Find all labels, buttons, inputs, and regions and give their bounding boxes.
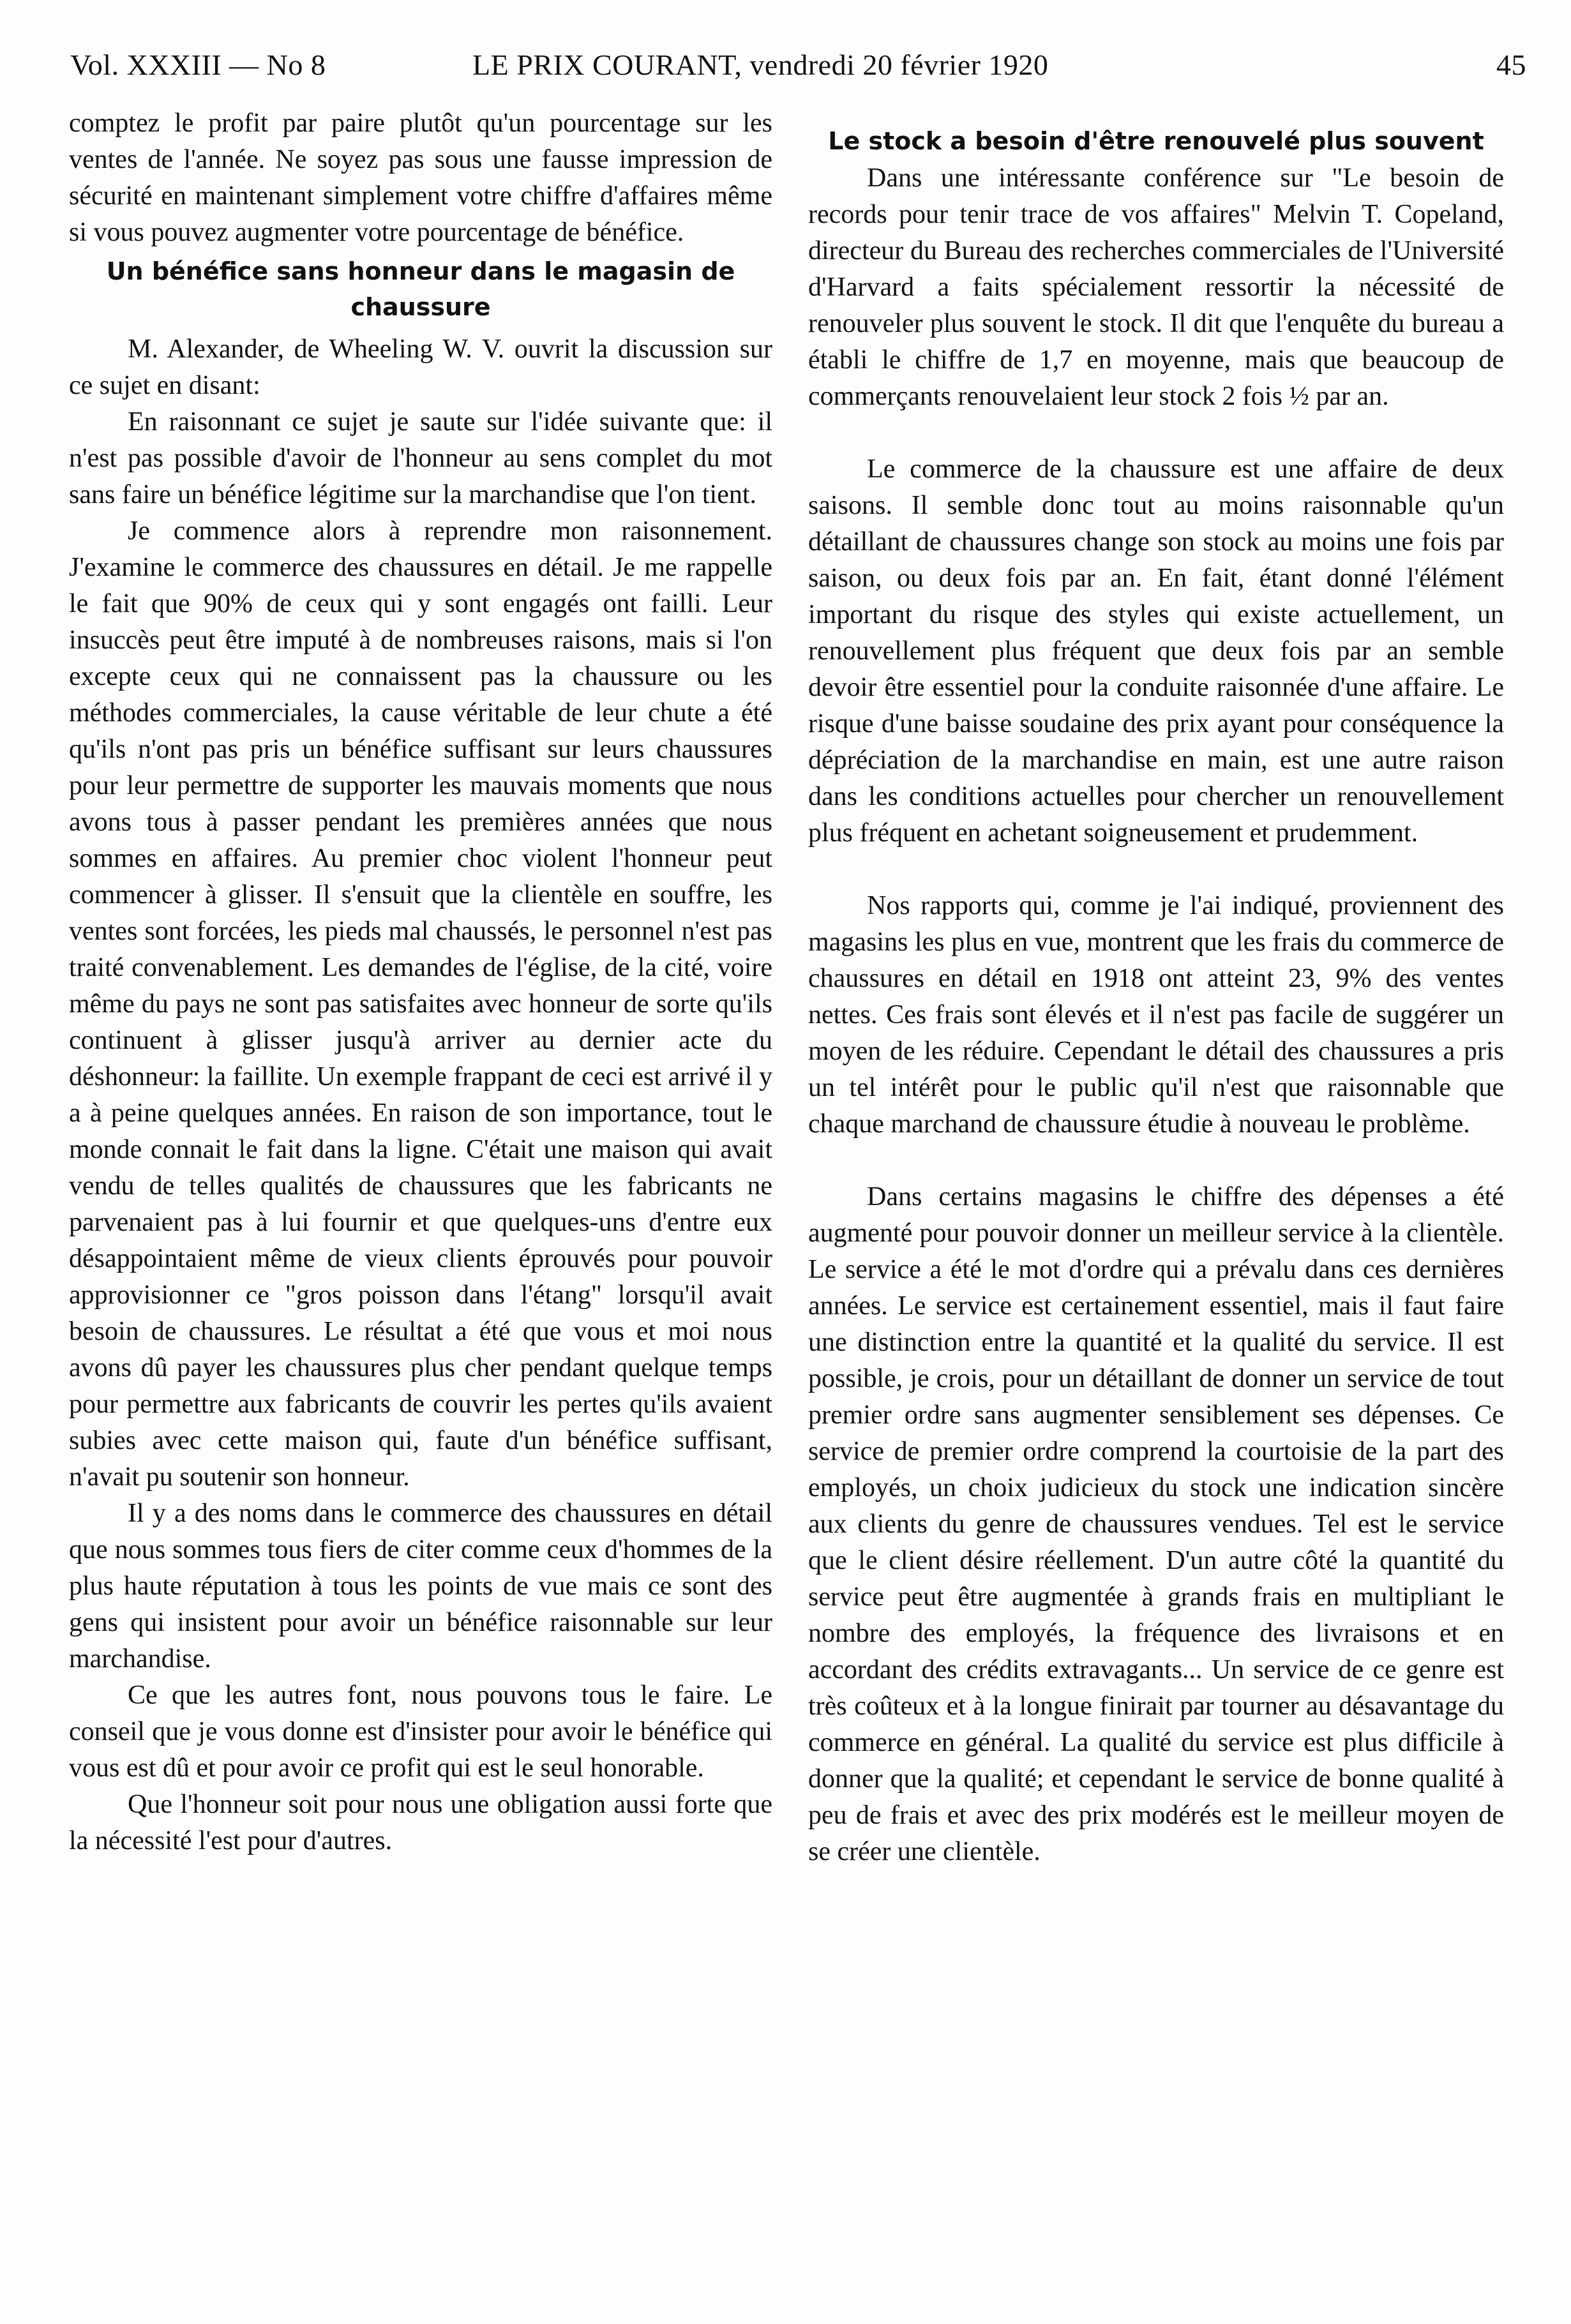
paragraph: Dans certains magasins le chiffre des dépenses a été augmenté pour pouvoir donner un meilleur service à la clientèle. Le service a été le mot d'ordre qui a prévalu dans ces dernières années. Le service est certainement essentiel, mais il faut faire une distinction entre la quantité et la qualité du service. Il est possible, je crois, pour un détaillant de donner un service de tout premier ordre sans augmenter sensiblement ses dépenses. Ce service de premier ordre comprend la courtoisie de la part des employés, un choix judicieux du stock une indication sincère aux clients du genre de chaussures vendues. Tel est le service que le client désire réellement. D'un autre côté la quantité du service peut être augmentée à grands frais en multipliant le nombre des employés, la fréquence des livraisons et en accordant des crédits extravagants... Un service de ce genre est très coûteux et à la longue finirait par tourner au désavantage du commerce en général. La qualité du service est plus difficile à donner que la qualité; et cependant le service de bonne qualité à peu de frais et avec des prix modérés est le meilleur moyen de se créer une clientèle. <box>808 1182 1504 1866</box>
left-column <box>69 105 772 1859</box>
paragraph: Dans une intéressante conférence sur "Le besoin de records pour tenir trace de vos affaires" Melvin T. Copeland, directeur du Bureau des recherches commerciales de l'Université d'Harvard a faits spécialement ressortir la nécessité de renouveler plus souvent le stock. Il dit que l'enquête du bureau a établi le chiffre de 1,7 en moyenne, mais que beaucoup de commerçants renouvelaient leur stock 2 fois ½ par an. <box>808 163 1504 411</box>
publication-title: LE PRIX COURANT, vendredi 20 février 1920 <box>472 49 1049 81</box>
section-heading: Un bénéfice sans honneur dans le magasin de chaussure <box>106 257 735 321</box>
paragraph: Que l'honneur soit pour nous une obligation aussi forte que la nécessité l'est pour d'autres. <box>69 1790 772 1855</box>
page-number: 45 <box>1496 49 1526 81</box>
volume-number: Vol. XXXIII — No 8 <box>70 49 326 81</box>
right-column <box>808 105 1504 1870</box>
paragraph: En raisonnant ce sujet je saute sur l'idée suivante que: il n'est pas possible d'avoir de l'honneur au sens complet du mot sans faire un bénéfice légitime sur la marchandise que l'on tient. <box>69 407 772 509</box>
section-heading: Le stock a besoin d'être renouvelé plus souvent <box>828 127 1484 155</box>
paragraph: Je commence alors à reprendre mon raisonnement. J'examine le commerce des chaussures en détail. Je me rappelle le fait que 90% de ceux qui y sont engagés ont failli. Leur insuccès peut être imputé à de nombreuses raisons, mais si l'on excepte ceux qui ne connaissent pas la chaussure ou les méthodes commerciales, la cause véritable de leur chute a été qu'ils n'ont pas pris un bénéfice suffisant sur leurs chaussures pour leur permettre de supporter les mauvais moments que nous avons tous à passer pendant les premières années que nous sommes en affaires. Au premier choc violent l'honneur peut commencer à glisser. Il s'ensuit que la clientèle en souffre, les ventes sont forcées, les pieds mal chaussés, le personnel n'est pas traité convenablement. Les demandes de l'église, de la cité, voire même du pays ne sont pas satisfaites avec honneur de sorte qu'ils continuent à glisser jusqu'à arriver au dernier acte du déshonneur: la faillite. Un exemple frappant de ceci est arrivé il y a à peine quelques années. En raison de son importance, tout le monde connait le fait dans la ligne. C'était une maison qui avait vendu de telles qualités de chaussures que les fabricants ne parvenaient pas à lui fournir et que quelques-uns d'entre eux désappointaient même de vieux clients éprouvés pour pouvoir approvisionner ce "gros poisson dans l'étang" lorsqu'il avait besoin de chaussures. Le résultat a été que vous et moi nous avons dû payer les chaussures plus cher pendant quelque temps pour permettre aux fabricants de couvrir les pertes qu'ils avaient subies avec cette maison qui, faute d'un bénéfice suffisant, n'avait pu soutenir son honneur. <box>69 516 772 1492</box>
paragraph: M. Alexander, de Wheeling W. V. ouvrit la discussion sur ce sujet en disant: <box>69 334 772 400</box>
paragraph: Nos rapports qui, comme je l'ai indiqué, proviennent des magasins les plus en vue, montrent que les frais du commerce de chaussures en détail en 1918 ont atteint 23, 9% des ventes nettes. Ces frais sont élevés et il n'est pas facile de suggérer un moyen de les réduire. Cependant le détail des chaussures a pris un tel intérêt pour le public qu'il n'est que raisonnable que chaque marchand de chaussure étudie à nouveau le problème. <box>808 891 1504 1139</box>
paragraph: Ce que les autres font, nous pouvons tous le faire. Le conseil que je vous donne est d'insister pour avoir le bénéfice qui vous est dû et pour avoir ce profit qui est le seul honorable. <box>69 1681 772 1783</box>
paragraph: Le commerce de la chaussure est une affaire de deux saisons. Il semble donc tout au moins raisonnable qu'un détaillant de chaussures change son stock au moins une fois par saison, ou deux fois par an. En fait, étant donné l'élément important du risque des styles qui existe actuellement, un renouvellement plus fréquent que deux fois par an semble devoir être essentiel pour la conduite raisonnée d'une affaire. Le risque d'une baisse soudaine des prix ayant pour conséquence la dépréciation de la marchandise en main, est une autre raison dans les conditions actuelles pour chercher un renouvellement plus fréquent en achetant soigneusement et prudemment. <box>808 454 1504 848</box>
paragraph: comptez le profit par paire plutôt qu'un pourcentage sur les ventes de l'année. Ne soyez pas sous une fausse impression de sécurité en maintenant simplement votre chiffre d'affaires même si vous pouvez augmenter votre pourcentage de bénéfice. <box>69 109 772 247</box>
running-header <box>70 40 1526 91</box>
paragraph: Il y a des noms dans le commerce des chaussures en détail que nous sommes tous fiers de citer comme ceux d'hommes de la plus haute réputation à tous les points de vue mais ce sont des gens qui insistent pour avoir un bénéfice raisonnable sur leur marchandise. <box>69 1499 772 1674</box>
